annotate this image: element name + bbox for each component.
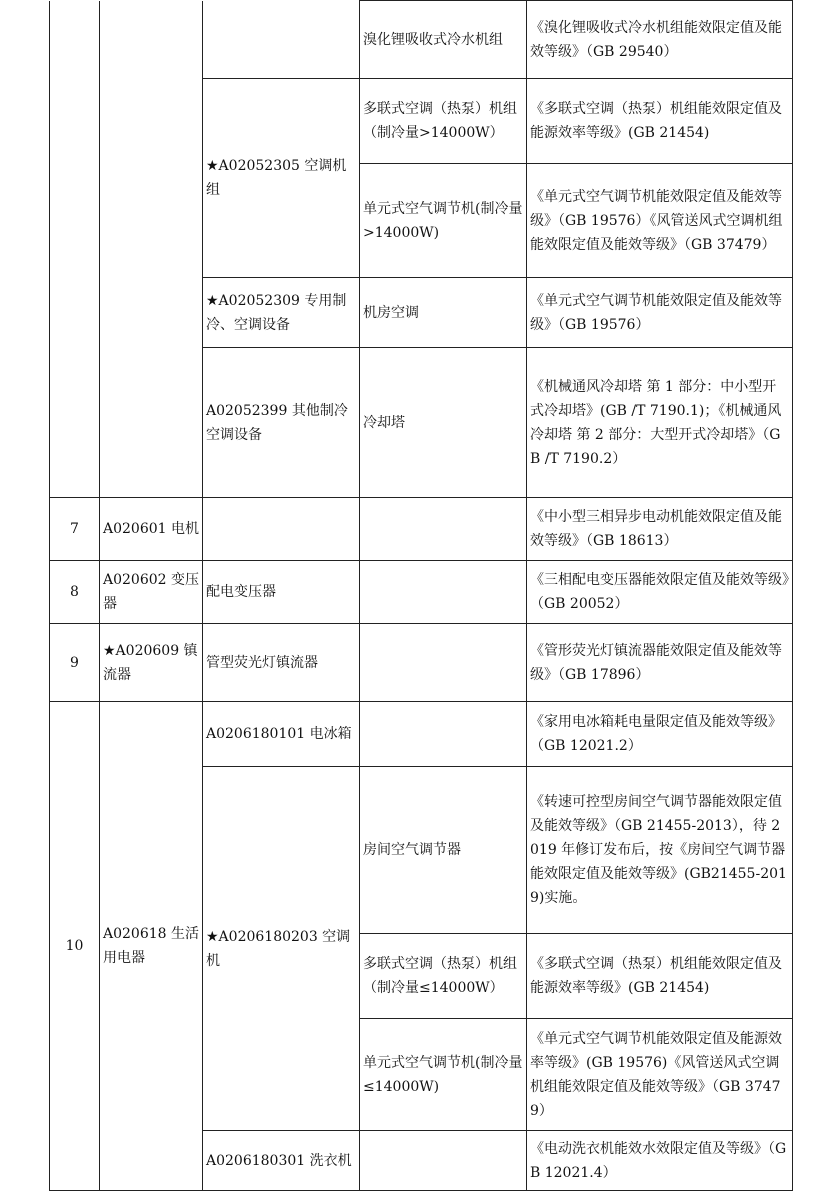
standard-cell: 《机械通风冷却塔 第 1 部分：中小型开式冷却塔》(GB /T 7190.1)；《机械通风冷却塔 第 2 部分：大型开式冷却塔》（GB /T 7190.2） bbox=[527, 348, 793, 498]
standard-cell: 《电动洗衣机能效水效限定值及等级》（GB 12021.4） bbox=[527, 1131, 793, 1191]
standard-cell: 《多联式空调（热泵）机组能效限定值及能源效率等级》(GB 21454) bbox=[527, 79, 793, 164]
product-cell: 房间空气调节器 bbox=[360, 767, 527, 934]
product-cell: 冷却塔 bbox=[360, 348, 527, 498]
item-name-cell: A020601 电机 bbox=[100, 498, 203, 561]
product-cell: 单元式空气调节机(制冷量>14000W) bbox=[360, 164, 527, 278]
category-cell: ★A0206180203 空调机 bbox=[203, 767, 360, 1131]
category-cell: 管型荧光灯镇流器 bbox=[203, 624, 360, 702]
category-cell bbox=[203, 1, 360, 79]
table-row bbox=[50, 561, 793, 624]
standard-cell: 《家用电冰箱耗电量限定值及能效等级》（GB 12021.2） bbox=[527, 702, 793, 767]
product-cell bbox=[360, 1131, 527, 1191]
standard-cell: 《单元式空气调节机能效限定值及能效等级》（GB 19576） bbox=[527, 278, 793, 348]
standard-cell: 《溴化锂吸收式冷水机组能效限定值及能效等级》（GB 29540） bbox=[527, 1, 793, 79]
item-number-cell: 7 bbox=[50, 498, 100, 561]
category-cell: A0206180101 电冰箱 bbox=[203, 702, 360, 767]
item-name-cell: A020602 变压器 bbox=[100, 561, 203, 624]
table-row bbox=[50, 1, 793, 79]
energy-efficiency-standards-table bbox=[49, 0, 793, 1191]
category-cell bbox=[203, 498, 360, 561]
product-cell bbox=[360, 624, 527, 702]
product-cell: 多联式空调（热泵）机组（制冷量>14000W） bbox=[360, 79, 527, 164]
standard-cell: 《中小型三相异步电动机能效限定值及能效等级》（GB 18613） bbox=[527, 498, 793, 561]
item-number-cell bbox=[50, 1, 100, 498]
item-name-cell: A020618 生活用电器 bbox=[100, 702, 203, 1191]
category-cell: ★A02052305 空调机组 bbox=[203, 79, 360, 278]
item-name-cell bbox=[100, 1, 203, 498]
standard-cell: 《转速可控型房间空气调节器能效限定值及能效等级》（GB 21455-2013），待 2019 年修订发布后，按《房间空气调节器能效限定值及能效等级》(GB21455-2019)实施。 bbox=[527, 767, 793, 934]
table-row bbox=[50, 702, 793, 767]
standard-cell: 《单元式空气调节机能效限定值及能效等级》（GB 19576）《风管送风式空调机组能效限定值及能效等级》（GB 37479） bbox=[527, 164, 793, 278]
table-row bbox=[50, 498, 793, 561]
product-cell bbox=[360, 561, 527, 624]
category-cell: 配电变压器 bbox=[203, 561, 360, 624]
item-number-cell: 8 bbox=[50, 561, 100, 624]
item-number-cell: 9 bbox=[50, 624, 100, 702]
product-cell bbox=[360, 702, 527, 767]
standard-cell: 《三相配电变压器能效限定值及能效等级》（GB 20052） bbox=[527, 561, 793, 624]
table-row bbox=[50, 624, 793, 702]
product-cell: 机房空调 bbox=[360, 278, 527, 348]
category-cell: A02052399 其他制冷空调设备 bbox=[203, 348, 360, 498]
category-cell: A0206180301 洗衣机 bbox=[203, 1131, 360, 1191]
item-name-cell: ★A020609 镇流器 bbox=[100, 624, 203, 702]
standard-cell: 《管形荧光灯镇流器能效限定值及能效等级》（GB 17896） bbox=[527, 624, 793, 702]
category-cell: ★A02052309 专用制冷、空调设备 bbox=[203, 278, 360, 348]
standard-cell: 《多联式空调（热泵）机组能效限定值及能源效率等级》(GB 21454) bbox=[527, 934, 793, 1019]
product-cell: 单元式空气调节机(制冷量≤14000W) bbox=[360, 1019, 527, 1131]
product-cell: 多联式空调（热泵）机组（制冷量≤14000W） bbox=[360, 934, 527, 1019]
product-cell: 溴化锂吸收式冷水机组 bbox=[360, 1, 527, 79]
product-cell bbox=[360, 498, 527, 561]
standard-cell: 《单元式空气调节机能效限定值及能源效率等级》(GB 19576)《风管送风式空调机组能效限定值及能效等级》（GB 37479） bbox=[527, 1019, 793, 1131]
item-number-cell: 10 bbox=[50, 702, 100, 1191]
